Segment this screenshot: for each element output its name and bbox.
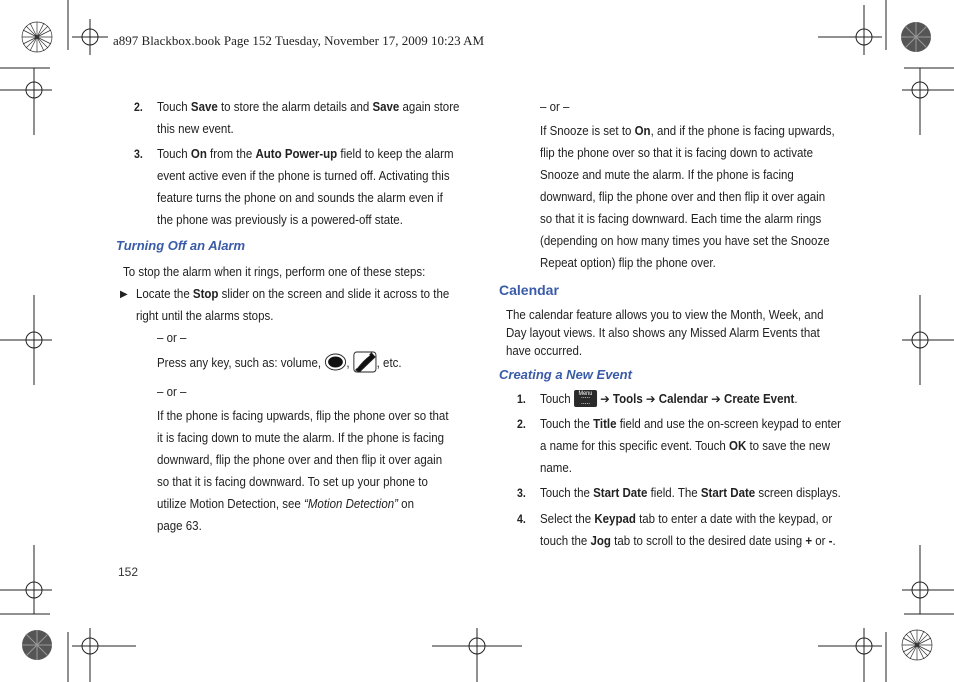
step-2-text: Touch Save to store the alarm details and Save again store this new event. xyxy=(157,100,460,136)
section-title-calendar: Calendar xyxy=(499,282,559,298)
crosshair-icon xyxy=(0,68,52,135)
section-heading-turning-off-alarm: Turning Off an Alarm xyxy=(116,238,246,253)
crosshair-icon xyxy=(432,628,522,682)
step-3-text: Touch the Start Date field. The Start Date screen displays. xyxy=(540,486,841,500)
target-grey-icon xyxy=(901,22,931,52)
or-separator: – or – xyxy=(157,385,187,399)
crosshair-icon xyxy=(72,628,136,682)
calendar-description: The calendar feature allows you to view the Month, Week, and Day layout views. It also shows any Missed Alarm Events that have occurred. xyxy=(506,308,824,358)
motion-detection-link[interactable]: “Motion Detection” xyxy=(304,497,398,511)
step-2: 2. xyxy=(134,102,143,114)
step-2: 2. xyxy=(517,419,526,431)
page-number: 152 xyxy=(118,565,139,579)
print-header: a897 Blackbox.book Page 152 Tuesday, November 17, 2009 10:23 AM xyxy=(113,33,485,48)
bullet-text: Locate the Stop slider on the screen and slide it across to the right until the alarms stops. xyxy=(136,287,450,323)
crosshair-icon xyxy=(818,628,882,682)
step-4-text: Select the Keypad tab to enter a date with the keypad, or touch the Jog tab to scroll to the desired date using + or -. xyxy=(540,512,836,548)
volume-key-icon xyxy=(324,352,346,372)
crosshair-icon xyxy=(902,545,954,614)
bullet-arrow-icon: ▶ xyxy=(120,289,128,300)
crosshair-icon xyxy=(72,19,108,55)
crosshair-icon xyxy=(902,295,954,385)
or-separator: – or – xyxy=(540,100,570,114)
step-3-text: Touch On from the Auto Power-up field to keep the alarm event active even if the phone is turned off. Activating this feature turns the phone on and sounds the alarm even if the phone was previously is a powered-off state. xyxy=(157,147,454,227)
crosshair-icon xyxy=(902,68,954,135)
menu-key-icon: Menu xyxy=(574,390,597,407)
step-3: 3. xyxy=(517,488,526,500)
section-heading-create-event: Creating a New Event xyxy=(499,367,632,382)
snooze-text: If Snooze is set to On, and if the phone is facing upwards, flip the phone over so that it is facing down to activate Snooze and mute the alarm. If the phone is facing downward, flip the phone over and then flip it over again so that it is facing downward. Each time the alarm rings (depending on how many times you have set the Snooze Repeat option) flip the phone over. xyxy=(540,124,835,270)
step-2-text: Touch the Title field and use the on-screen keypad to enter a name for this specific event. Touch OK to save the new name. xyxy=(540,417,841,475)
step-4: 4. xyxy=(517,514,526,526)
press-key-text: Press any key, such as: volume, , , etc. xyxy=(157,351,507,374)
starburst-icon xyxy=(902,630,932,660)
or-separator: – or – xyxy=(157,331,187,345)
flip-instructions: If the phone is facing upwards, flip the phone over so that it is facing down to mute the alarm. If the phone is facing downward, flip the phone over and then flip it over again so that it is facing downward. To set up your phone to utilize Motion Detection, see “Motion Detection” on page 63. xyxy=(157,409,449,533)
end-call-key-icon xyxy=(353,351,377,373)
step-1: 1. xyxy=(517,394,526,406)
crosshair-icon xyxy=(0,545,52,614)
step-3: 3. xyxy=(134,149,143,161)
step-1-text: Touch Menu ➔ Tools ➔ Calendar ➔ Create Event. xyxy=(540,391,798,406)
crosshair-icon xyxy=(0,295,52,385)
starburst-icon xyxy=(22,22,52,52)
target-grey-icon xyxy=(22,630,52,660)
intro-text: To stop the alarm when it rings, perform one of these steps: xyxy=(123,265,426,279)
crosshair-icon xyxy=(818,5,882,55)
